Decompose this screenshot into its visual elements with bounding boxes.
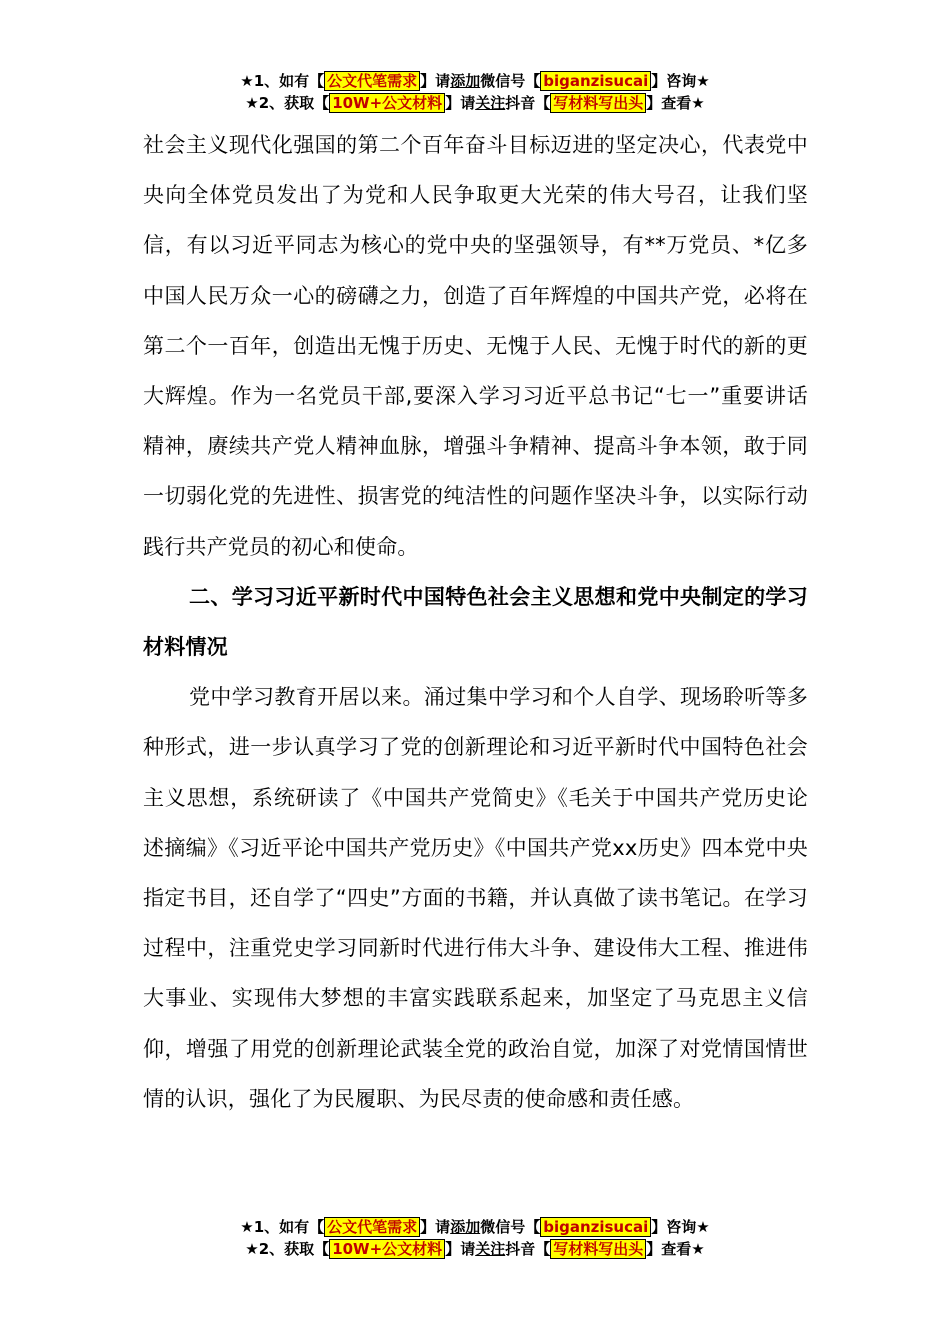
- footer-line-2-text-c: 抖音【: [505, 1240, 551, 1258]
- header-line-2-text-a: ★2、获取【: [245, 94, 330, 112]
- footer-materials-highlight: 10W+公文材料: [329, 1239, 445, 1259]
- footer-follow-underlined: 关注: [475, 1240, 506, 1258]
- footer-line-2-text-d: 】查看★: [646, 1240, 705, 1258]
- footer-wechat-id-highlight: biganzisucai: [540, 1217, 651, 1237]
- header-line-1-text-b: 】请: [420, 72, 451, 90]
- body-paragraph-1: 社会主义现代化强国的第二个百年奋斗目标迈进的坚定决心，代表党中央向全体党员发出了为党和人民争取更大光荣的伟大号召，让我们坚信，有以习近平同志为核心的党中央的坚强领导，有**万党员、*亿多中国人民万众一心的磅礴之力，创造了百年辉煌的中国共产党，必将在第二个一百年，创造出无愧于历史、无愧于人民、无愧于时代的新的更大辉煌。作为一名党员干部,要深入学习习近平总书记“七一”重要讲话精神，赓续共产党人精神血脉，增强斗争精神、提高斗争本领，敢于同一切弱化党的先进性、损害党的纯洁性的问题作坚决斗争，以实际行动践行共产党员的初心和使命。: [143, 133, 808, 559]
- footer-line-1-text-d: 】咨询★: [651, 1218, 710, 1236]
- header-line-2-text-b: 】请: [445, 94, 476, 112]
- footer-line-1-text-a: ★1、如有【: [240, 1218, 325, 1236]
- header-materials-highlight: 10W+公文材料: [329, 93, 445, 113]
- section-heading-2: 二、学习习近平新时代中国特色社会主义思想和党中央制定的学习材料情况: [143, 584, 808, 660]
- header-line-2: [0, 92, 950, 114]
- footer-service-highlight: 公文代笔需求: [324, 1217, 420, 1237]
- header-add-underlined: 添加: [450, 72, 481, 90]
- header-line-1-text-c: 微信号【: [480, 72, 541, 90]
- document-body: [143, 120, 808, 1124]
- header-douyin-highlight: 写材料写出头: [550, 93, 646, 113]
- header-service-highlight: 公文代笔需求: [324, 71, 420, 91]
- footer-banner: [0, 1216, 950, 1260]
- footer-line-1: [0, 1216, 950, 1238]
- footer-douyin-highlight: 写材料写出头: [550, 1239, 646, 1259]
- header-line-1: [0, 70, 950, 92]
- footer-line-2-text-a: ★2、获取【: [245, 1240, 330, 1258]
- footer-line-1-text-c: 微信号【: [480, 1218, 541, 1236]
- footer-line-2-text-b: 】请: [445, 1240, 476, 1258]
- body-paragraph-2: 党中学习教育开居以来。涌过集中学习和个人自学、现场聆听等多种形式，进一步认真学习了党的创新理论和习近平新时代中国特色社会主义思想，系统研读了《中国共产党简史》《毛关于中国共产党历史论述摘编》《习近平论中国共产党历史》《中国共产党xx历史》四本党中央指定书目，还自学了“四史”方面的书籍，并认真做了读书笔记。在学习过程中，注重党史学习同新时代进行伟大斗争、建设伟大工程、推进伟大事业、实现伟大梦想的丰富实践联系起来，加坚定了马克思主义信仰，增强了用党的创新理论武装全党的政治自觉，加深了对党情国情世情的认识，强化了为民履职、为民尽责的使命感和责任感。: [143, 685, 808, 1111]
- header-line-1-text-a: ★1、如有【: [240, 72, 325, 90]
- footer-line-2: [0, 1238, 950, 1260]
- header-line-2-text-d: 】查看★: [646, 94, 705, 112]
- header-line-1-text-d: 】咨询★: [651, 72, 710, 90]
- footer-line-1-text-b: 】请: [420, 1218, 451, 1236]
- footer-add-underlined: 添加: [450, 1218, 481, 1236]
- header-line-2-text-c: 抖音【: [505, 94, 551, 112]
- header-banner: [0, 70, 950, 114]
- header-wechat-id-highlight: biganzisucai: [540, 71, 651, 91]
- header-follow-underlined: 关注: [475, 94, 506, 112]
